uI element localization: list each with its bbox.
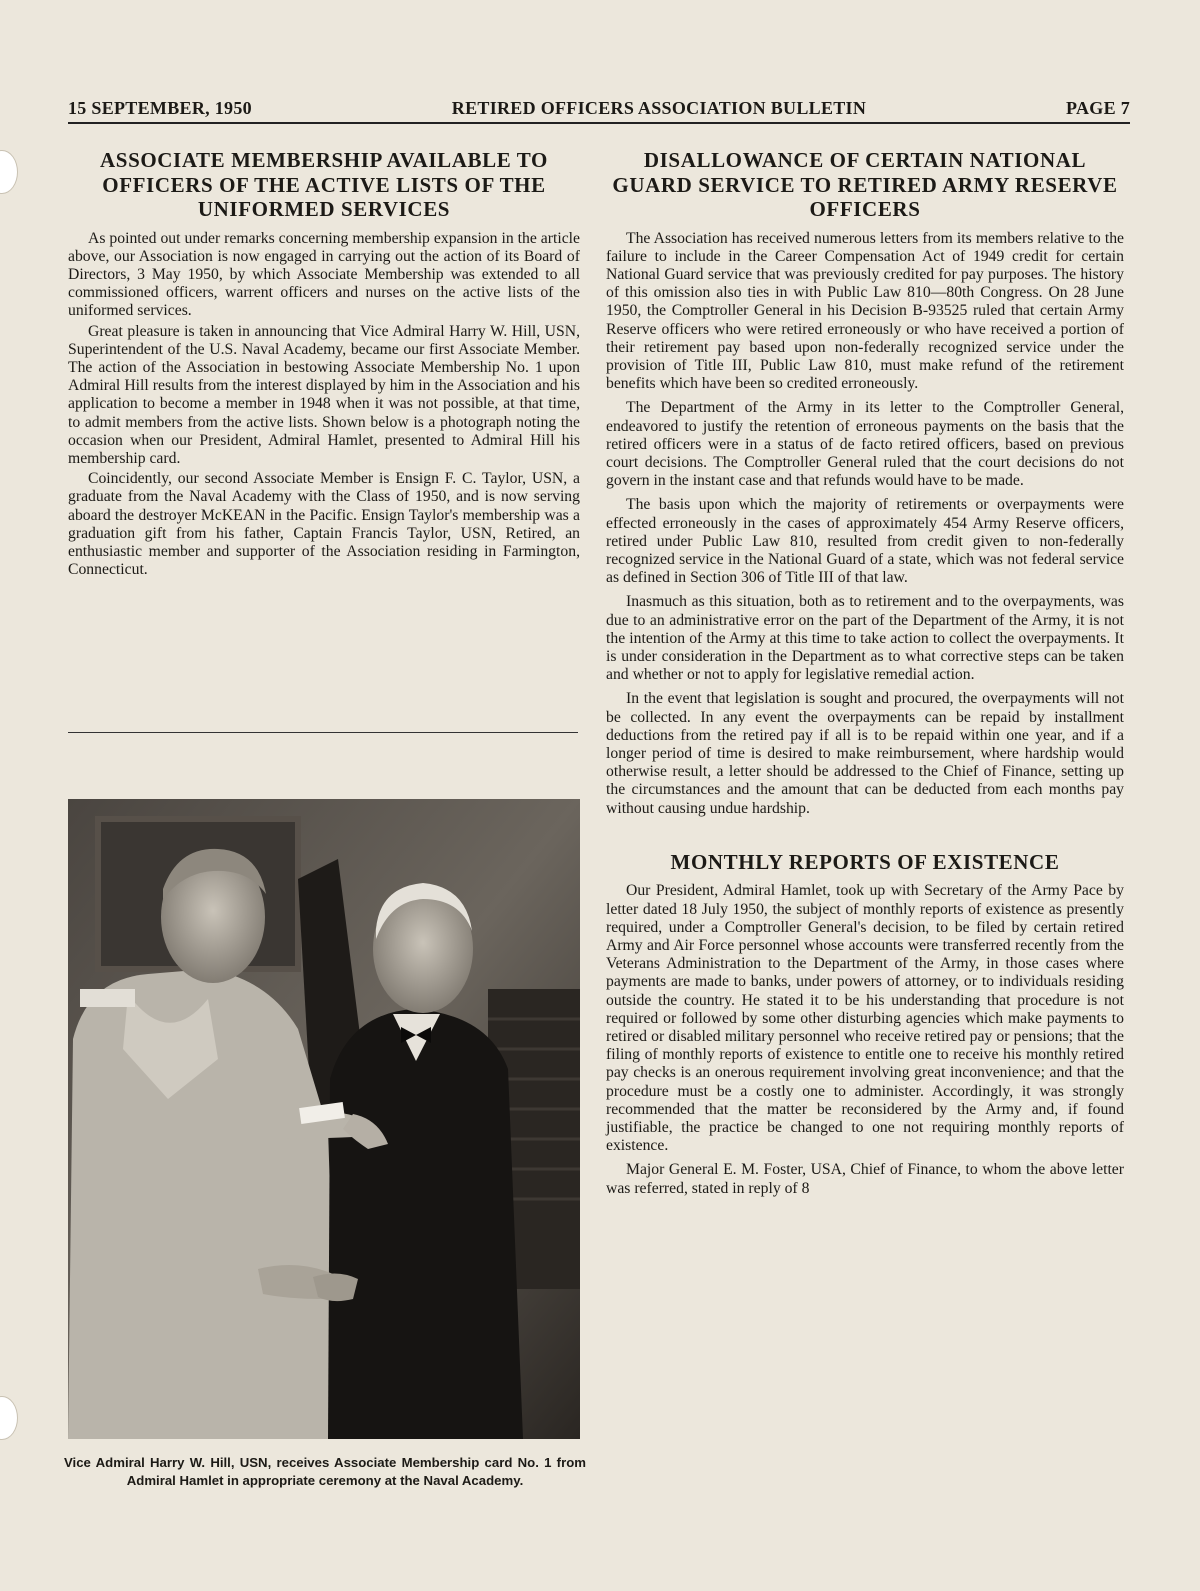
- page-number: PAGE 7: [1066, 98, 1130, 118]
- paragraph: Major General E. M. Foster, USA, Chief of Finance, to whom the above letter was referred, stated in reply of 8: [606, 1161, 1124, 1197]
- paragraph: The basis upon which the majority of retirements or overpayments were effected erroneously in the cases of approximately 454 Army Reserve officers, retired under Public Law 810, resulted from credit given to non-federally recognized service in the National Guard of a state, which was not federal service as defined in Section 306 of Title III of that law.: [606, 496, 1124, 587]
- disallowance-title: DISALLOWANCE OF CERTAIN NATIONAL GUARD SERVICE TO RETIRED ARMY RESERVE OFFICERS: [612, 148, 1118, 221]
- section-divider: [68, 732, 578, 733]
- punch-hole-top: [0, 150, 18, 194]
- paragraph: Inasmuch as this situation, both as to retirement and to the overpayments, was due to an administrative error on the part of the Department of the Army, it is not the intention of the Army at this time to take action to collect the overpayments. It is under consideration in the Department as to what corrective steps can be taken and whether or not to apply for legislative remedial action.: [606, 593, 1124, 684]
- punch-hole-bottom: [0, 1396, 18, 1440]
- paragraph: The Department of the Army in its letter to the Comptroller General, endeavored to justify the retention of erroneous payments on the basis that the retired officers were in a status of de facto retired officers, based on previous court decisions. The Comptroller General ruled that the court decisions do not govern in the instant case and that refunds would have to be made.: [606, 399, 1124, 490]
- header-rule: [68, 122, 1130, 124]
- paragraph: In the event that legislation is sought and procured, the overpayments will not be collected. In any event the overpayments can be repaid by installment deductions from the retired pay if all is to be repaid within one year, and if a longer period of time is desired to make reimbursement, where hardship would otherwise result, a letter should be addressed to the Chief of Finance, setting up the circumstances and the amount that can be deducted from each months pay without causing undue hardship.: [606, 690, 1124, 817]
- paragraph: As pointed out under remarks concerning membership expansion in the article above, our Association is now engaged in carrying out the action of its Board of Directors, 3 May 1950, by which Associate Membership was extended to all commissioned officers, warrent officers and nurses on the active lists of the uniformed services.: [68, 229, 580, 320]
- associate-membership-title: ASSOCIATE MEMBERSHIP AVAILABLE TO OFFICERS OF THE ACTIVE LISTS OF THE UNIFORMED SERVICES: [100, 148, 548, 221]
- issue-date: 15 SEPTEMBER, 1950: [68, 98, 252, 118]
- publication-title: RETIRED OFFICERS ASSOCIATION BULLETIN: [451, 98, 867, 118]
- photo-caption: [64, 1454, 586, 1490]
- paragraph: The Association has received numerous letters from its members relative to the failure to include in the Career Compensation Act of 1949 credit for certain National Guard service that was previously credited for pay purposes. The history of this omission also ties in with Public Law 810—80th Congress. On 28 June 1950, the Comptroller General in his Decision B-93525 ruled that certain Army Reserve officers who were retired erroneously or who have received a portion of their retirement pay based upon non-federally recognized service under the provision of Title III, Public Law 810, must make refund of the retirement benefits which have been so credited erroneously.: [606, 229, 1124, 393]
- paragraph: Coincidently, our second Associate Member is Ensign F. C. Taylor, USN, a graduate from the Naval Academy with the Class of 1950, and is now serving aboard the destroyer McKEAN in the Pacific. Ensign Taylor's membership was a graduation gift from his father, Captain Francis Taylor, USN, Retired, an enthusiastic member and supporter of the Association residing in Farmington, Connecticut.: [68, 470, 580, 579]
- monthly-reports-title: MONTHLY REPORTS OF EXISTENCE: [670, 849, 1060, 874]
- page-header: [68, 98, 1130, 119]
- paragraph: Our President, Admiral Hamlet, took up with Secretary of the Army Pace by letter dated 18 July 1950, the subject of monthly reports of existence as presently required, under a Comptroller General's decision, to be filed by certain retired Army and Air Force personnel whose accounts were transferred recently from the Veterans Administration to the Department of the Army, in those cases where payments are made to banks, under powers of attorney, or to individuals residing outside the country. He stated it to be his understanding that procedure is not required or followed by some other disturbing agencies which make payments to retired or disabled military personnel who receive retired pay or pensions; that the filing of monthly reports of existence to entitle one to receive his monthly retired pay checks is an onerous requirement involving great inconvenience; and that the procedure must be a costly one to administer. Accordingly, it was strongly recommended that the matter be reconsidered by the Army and, if found justifiable, the practice be changed to one not requiring monthly reports of existence.: [606, 882, 1124, 1155]
- caption-text: Vice Admiral Harry W. Hill, USN, receives Associate Membership card No. 1 from Admiral Hamlet in appropriate ceremony at the Naval Academy.: [64, 1455, 586, 1488]
- ceremony-photo: [68, 799, 580, 1439]
- paragraph: Great pleasure is taken in announcing that Vice Admiral Harry W. Hill, USN, Superintendent of the U.S. Naval Academy, became our first Associate Member. The action of the Association in bestowing Associate Membership No. 1 upon Admiral Hill results from the interest displayed by him in the Association and his application to become a member in 1948 when it was not possible, at that time, to admit members from the active lists. Shown below is a photograph noting the occasion when our President, Admiral Hamlet, presented to Admiral Hill his membership card.: [68, 322, 580, 467]
- photo-illustration: [68, 799, 580, 1439]
- right-column: [606, 148, 1124, 1198]
- left-column: [68, 148, 580, 579]
